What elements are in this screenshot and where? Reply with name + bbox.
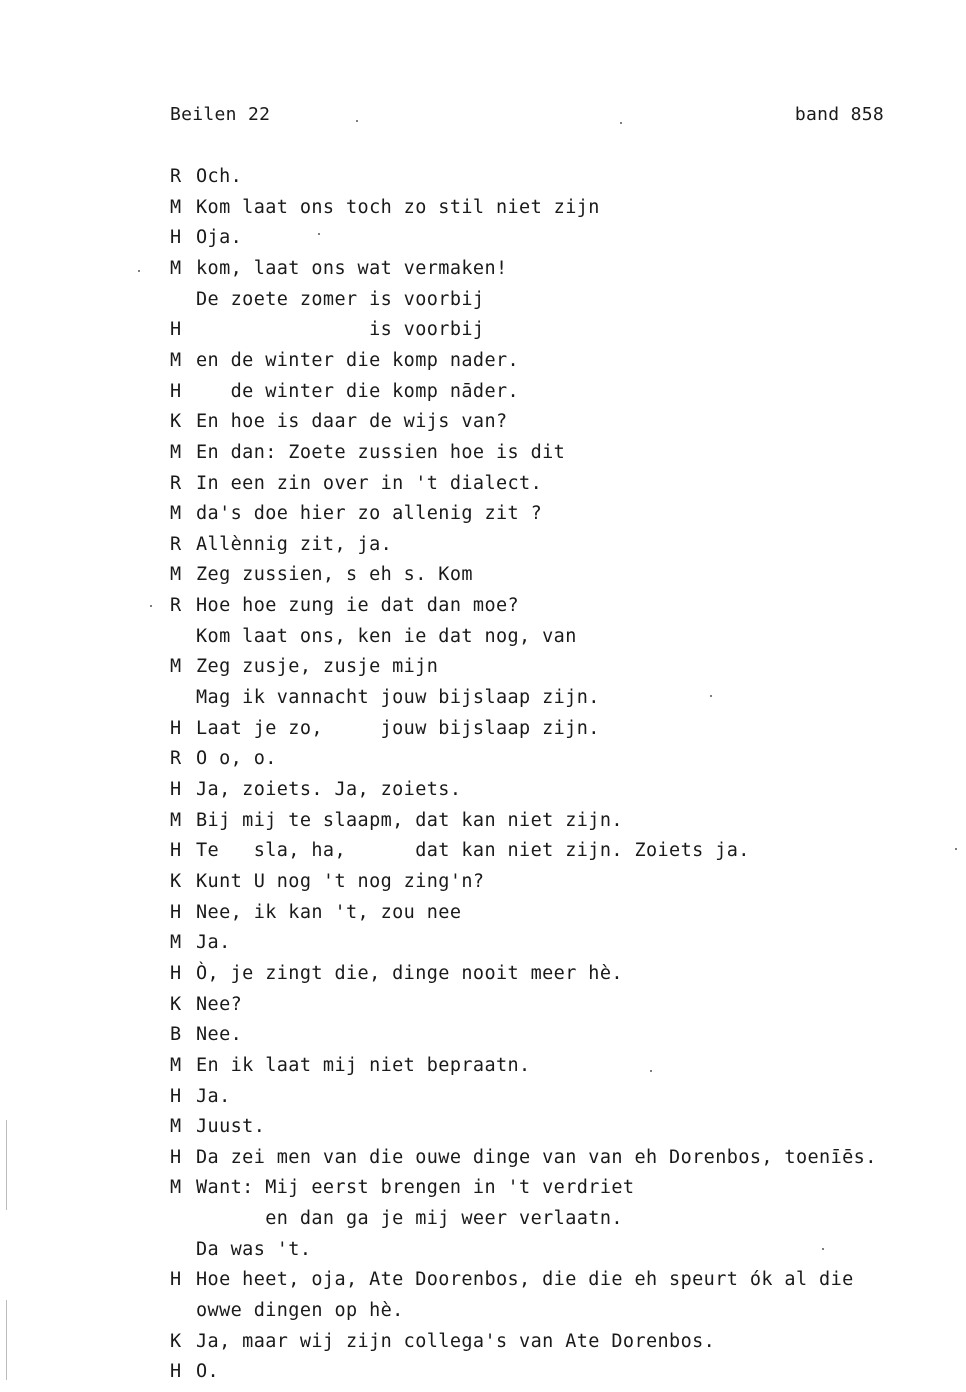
speaker-code: H xyxy=(170,1146,182,1168)
speaker-code: H xyxy=(170,319,182,341)
speaker-code: M xyxy=(170,196,182,218)
transcript-line xyxy=(170,1206,623,1232)
line-text: is voorbij xyxy=(196,319,485,341)
speaker-code: H xyxy=(170,901,182,923)
transcript-line xyxy=(170,685,600,711)
speaker-code: H xyxy=(170,1085,182,1107)
scan-speck xyxy=(955,848,957,850)
transcript-line xyxy=(170,1084,231,1110)
line-text: Hoe hoe zung ie dat dan moe? xyxy=(196,595,520,617)
transcript-line xyxy=(170,961,623,987)
speaker-code: H xyxy=(170,1269,182,1291)
transcript-line xyxy=(170,471,542,497)
line-text: Nee. xyxy=(196,1024,243,1046)
speaker-code: M xyxy=(170,656,182,678)
transcript-line xyxy=(170,164,242,190)
speaker-code: B xyxy=(170,1024,182,1046)
scan-speck xyxy=(620,122,622,124)
line-text: da's doe hier zo allenig zit ? xyxy=(196,503,543,525)
speaker-code: R xyxy=(170,166,182,187)
line-text: Kom laat ons, ken ie dat nog, van xyxy=(196,625,577,647)
header-location: Beilen 22 xyxy=(170,104,271,125)
speaker-code: H xyxy=(170,1361,182,1383)
line-text: kom, laat ons wat vermaken! xyxy=(196,257,508,279)
speaker-code: M xyxy=(170,1054,182,1076)
scan-margin-line xyxy=(6,1300,7,1380)
line-text: Kunt U nog 't nog zing'n? xyxy=(196,870,485,892)
transcript-line xyxy=(170,256,508,282)
transcript-line xyxy=(170,1298,404,1324)
line-text: Juust. xyxy=(196,1116,266,1138)
scan-speck xyxy=(318,233,320,235)
transcript-line xyxy=(170,716,600,742)
scan-speck xyxy=(356,120,358,122)
line-text: O. xyxy=(196,1361,220,1383)
transcript-line xyxy=(170,562,473,588)
line-text: En ik laat mij niet bepraatn. xyxy=(196,1054,531,1076)
speaker-code: H xyxy=(170,227,182,249)
speaker-code: M xyxy=(170,932,182,954)
transcript-line xyxy=(170,1267,854,1293)
line-text: owwe dingen op hè. xyxy=(196,1300,404,1322)
speaker-code: M xyxy=(170,1116,182,1138)
transcript-line xyxy=(170,440,565,466)
scan-speck xyxy=(138,270,140,272)
transcript-line xyxy=(170,746,277,772)
transcript-line xyxy=(170,900,461,926)
transcript-line xyxy=(170,624,577,650)
speaker-code: M xyxy=(170,349,182,371)
line-text: Want: Mij eerst brengen in 't verdriet xyxy=(196,1177,635,1199)
speaker-code: H xyxy=(170,380,182,402)
transcript-line xyxy=(170,225,242,251)
transcript-line xyxy=(170,1175,634,1201)
line-text: Ja, maar wij zijn collega's van Ate Dorenbos. xyxy=(196,1330,716,1352)
transcript-line xyxy=(170,1022,242,1048)
speaker-code: M xyxy=(170,257,182,279)
header-tape-number: band 858 xyxy=(794,104,884,125)
scan-speck xyxy=(650,1070,652,1072)
line-text: en de winter die komp nader. xyxy=(196,349,520,371)
transcript-line xyxy=(170,317,484,343)
line-text: Oja. xyxy=(196,227,243,249)
scan-speck xyxy=(150,605,152,607)
line-text: Bij mij te slaapm, dat kan niet zijn. xyxy=(196,809,623,831)
speaker-code: K xyxy=(170,411,182,433)
speaker-code: H xyxy=(170,779,182,800)
speaker-code: M xyxy=(170,503,182,525)
transcript-line xyxy=(170,348,519,374)
line-text: Da zei men van die ouwe dinge van van eh Dorenbos, toenīēs. xyxy=(196,1146,877,1168)
transcript-line xyxy=(170,808,623,834)
speaker-code: H xyxy=(170,717,182,739)
line-text: Mag ik vannacht jouw bijslaap zijn. xyxy=(196,687,600,709)
speaker-code: M xyxy=(170,809,182,831)
transcript-line xyxy=(170,654,438,680)
speaker-code: R xyxy=(170,472,182,494)
line-text: Nee, ik kan 't, zou nee xyxy=(196,901,462,923)
transcript-line xyxy=(170,1053,531,1079)
line-text: En hoe is daar de wijs van? xyxy=(196,411,508,433)
transcript-line xyxy=(170,930,231,956)
line-text: Och. xyxy=(196,166,243,187)
line-text: en dan ga je mij weer verlaatn. xyxy=(196,1208,623,1230)
line-text: Da was 't. xyxy=(196,1238,312,1260)
line-text: Laat je zo, jouw bijslaap zijn. xyxy=(196,717,600,739)
transcript-line xyxy=(170,501,542,527)
line-text: Kom laat ons toch zo stil niet zijn xyxy=(196,196,600,218)
transcript-line xyxy=(170,532,392,558)
transcript-line xyxy=(170,593,519,619)
speaker-code: M xyxy=(170,441,182,463)
transcript-line xyxy=(170,1237,311,1263)
transcript-line xyxy=(170,409,508,435)
transcript-line xyxy=(170,777,461,803)
line-text: In een zin over in 't dialect. xyxy=(196,472,543,494)
line-text: Hoe heet, oja, Ate Doorenbos, die die eh speurt ók al die xyxy=(196,1269,854,1291)
line-text: O o, o. xyxy=(196,748,277,770)
transcript-line xyxy=(170,195,600,221)
scan-speck xyxy=(710,695,712,697)
transcript-line xyxy=(170,869,484,895)
scan-margin-line xyxy=(6,1120,7,1210)
speaker-code: K xyxy=(170,870,182,892)
line-text: Zeg zussien, s eh s. Kom xyxy=(196,564,473,586)
speaker-code: K xyxy=(170,993,182,1015)
line-text: Te sla, ha, dat kan niet zijn. Zoiets ja. xyxy=(196,840,750,862)
transcript-line xyxy=(170,1359,219,1385)
transcript-line xyxy=(170,287,484,313)
line-text: Ja. xyxy=(196,1085,231,1107)
speaker-code: R xyxy=(170,533,182,555)
scan-speck xyxy=(822,1248,824,1250)
line-text: Allènnig zit, ja. xyxy=(196,533,393,555)
speaker-code: K xyxy=(170,1330,182,1352)
speaker-code: R xyxy=(170,595,182,617)
line-text: Zeg zusje, zusje mijn xyxy=(196,656,439,678)
line-text: de winter die komp nāder. xyxy=(196,380,520,402)
speaker-code: M xyxy=(170,564,182,586)
line-text: De zoete zomer is voorbij xyxy=(196,288,485,310)
line-text: Ja, zoiets. Ja, zoiets. xyxy=(196,779,462,800)
transcript-line xyxy=(170,838,750,864)
transcript-line xyxy=(170,379,519,405)
transcript-line xyxy=(170,1329,715,1355)
speaker-code: R xyxy=(170,748,182,770)
transcript-line xyxy=(170,1114,265,1140)
line-text: Nee? xyxy=(196,993,243,1015)
line-text: Ò, je zingt die, dinge nooit meer hè. xyxy=(196,962,623,984)
transcript-line xyxy=(170,992,242,1018)
line-text: Ja. xyxy=(196,932,231,954)
speaker-code: H xyxy=(170,962,182,984)
line-text: En dan: Zoete zussien hoe is dit xyxy=(196,441,566,463)
speaker-code: M xyxy=(170,1177,182,1199)
speaker-code: H xyxy=(170,840,182,862)
transcript-line xyxy=(170,1145,877,1171)
